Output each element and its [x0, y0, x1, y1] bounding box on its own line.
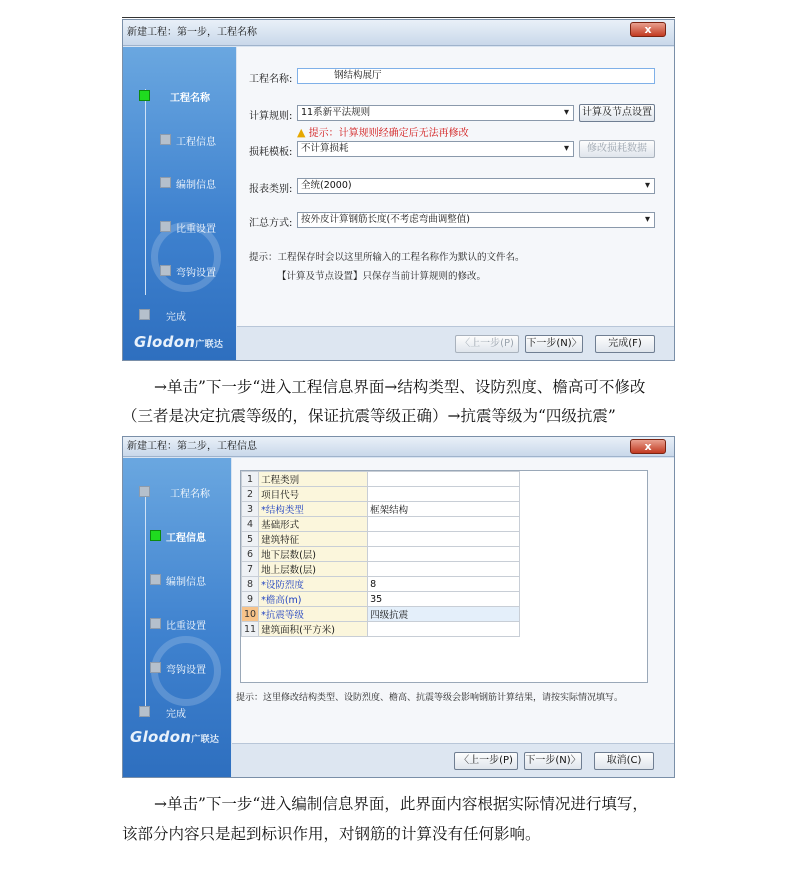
step-tree-line [145, 493, 146, 711]
rule-warning [297, 124, 469, 139]
step-label: 完成 [166, 709, 186, 720]
dialog-title: 新建工程：第一步，工程名称 [127, 27, 257, 38]
property-value[interactable] [368, 622, 520, 637]
step-icon [160, 177, 171, 188]
property-name: 建筑特征 [259, 532, 368, 547]
loss-template-label: 损耗模板: [249, 147, 293, 158]
row-number: 7 [242, 562, 259, 577]
dialog-titlebar [123, 20, 674, 46]
property-name: 基础形式 [259, 517, 368, 532]
wizard-sidebar [123, 458, 231, 777]
row-number: 9 [242, 592, 259, 607]
step-active-icon [150, 530, 161, 541]
row-number: 1 [242, 472, 259, 487]
project-info-grid [240, 470, 648, 683]
cancel-button[interactable]: 取消(C) [594, 752, 654, 770]
wizard-content [237, 47, 674, 360]
step-label: 比重设置 [176, 224, 216, 235]
instruction-line: →单击”下一步“进入工程信息界面→结构类型、设防烈度、檐高可不修改 [154, 378, 646, 396]
step-label: 编制信息 [176, 180, 216, 191]
property-name: *抗震等级 [259, 607, 368, 622]
step-label: 弯钩设置 [166, 665, 206, 676]
property-row[interactable] [242, 622, 520, 637]
property-value[interactable] [368, 532, 520, 547]
calc-rule-select[interactable]: 11系新平法规则 ▾ [297, 105, 574, 121]
property-name: *设防烈度 [259, 577, 368, 592]
property-value[interactable] [368, 472, 520, 487]
step-tree-line [145, 89, 146, 295]
prev-button[interactable]: 〈上一步(P) [455, 335, 519, 353]
property-name: 项目代号 [259, 487, 368, 502]
step-icon [150, 574, 161, 585]
glodon-logo [134, 333, 223, 351]
property-value[interactable] [368, 562, 520, 577]
step-label: 工程信息 [176, 137, 216, 148]
step-icon [139, 486, 150, 497]
property-row[interactable] [242, 502, 520, 517]
row-number: 4 [242, 517, 259, 532]
warning-icon: ▲ [297, 126, 306, 139]
property-value[interactable] [368, 487, 520, 502]
finish-button[interactable]: 完成(F) [595, 335, 655, 353]
rule-warning-text: 提示：计算规则经确定后无法再修改 [308, 128, 469, 139]
logo-text: Glodon [130, 728, 192, 746]
logo-text: Glodon [134, 333, 196, 351]
project-name-label: 工程名称: [249, 74, 293, 85]
step-label: 完成 [166, 312, 186, 323]
wizard-sidebar [123, 47, 236, 360]
property-name: 建筑面积(平方米) [259, 622, 368, 637]
summary-mode-label: 汇总方式: [249, 218, 293, 229]
property-name: 地下层数(层) [259, 547, 368, 562]
new-project-step1-dialog [122, 19, 675, 361]
step-label: 弯钩设置 [176, 268, 216, 279]
step-icon [150, 662, 161, 673]
step-label: 比重设置 [166, 621, 206, 632]
next-button[interactable]: 下一步(N)〉 [524, 752, 582, 770]
logo-cn-text: 广联达 [195, 340, 224, 350]
row-number: 5 [242, 532, 259, 547]
property-name: 地上层数(层) [259, 562, 368, 577]
step-label: 编制信息 [166, 577, 206, 588]
hint-settings: 【计算及节点设置】只保存当前计算规则的修改。 [277, 271, 487, 282]
property-name: 工程类别 [259, 472, 368, 487]
wizard-content [232, 458, 674, 777]
next-button[interactable]: 下一步(N)〉 [525, 335, 583, 353]
property-value[interactable] [368, 547, 520, 562]
property-row[interactable] [242, 562, 520, 577]
property-row[interactable] [242, 607, 520, 622]
property-row[interactable] [242, 487, 520, 502]
property-value[interactable]: 四级抗震 [368, 607, 520, 622]
row-number: 11 [242, 622, 259, 637]
step-label: 工程信息 [166, 533, 206, 544]
row-number: 3 [242, 502, 259, 517]
property-name: *结构类型 [259, 502, 368, 517]
logo-cn-text: 广联达 [191, 735, 220, 745]
dialog-titlebar [123, 437, 674, 457]
step-icon [160, 221, 171, 232]
step-label: 工程名称 [170, 93, 210, 104]
report-type-select[interactable]: 全统(2000) ▾ [297, 178, 655, 194]
prev-button[interactable]: 〈上一步(P) [454, 752, 518, 770]
property-value[interactable] [368, 517, 520, 532]
dialog-title: 新建工程：第二步，工程信息 [127, 441, 257, 452]
page-top-rule [122, 17, 675, 18]
wizard-footer [237, 326, 674, 360]
step-icon [160, 265, 171, 276]
property-value[interactable]: 8 [368, 577, 520, 592]
property-row[interactable] [242, 472, 520, 487]
close-button[interactable]: x [630, 439, 666, 454]
row-number: 6 [242, 547, 259, 562]
step-icon [139, 706, 150, 717]
project-name-input[interactable]: 钢结构展厅 [297, 68, 655, 84]
edit-loss-data-button[interactable]: 修改损耗数据 [579, 140, 655, 158]
row-number: 8 [242, 577, 259, 592]
summary-mode-select[interactable]: 按外皮计算钢筋长度(不考虑弯曲调整值) ▾ [297, 212, 655, 228]
instruction-line: →单击”下一步“进入编制信息界面，此界面内容根据实际情况进行填写， [154, 795, 648, 813]
glodon-logo [130, 728, 219, 746]
row-number: 2 [242, 487, 259, 502]
row-number: 10 [242, 607, 259, 622]
instruction-line: 该部分内容只是起到标识作用，对钢筋的计算没有任何影响。 [122, 825, 541, 843]
property-row[interactable] [242, 592, 520, 607]
step-icon [139, 309, 150, 320]
new-project-step2-dialog [122, 436, 675, 778]
loss-template-select[interactable]: 不计算损耗 ▾ [297, 141, 574, 157]
report-type-label: 报表类别: [249, 184, 293, 195]
instruction-line: （三者是决定抗震等级的，保证抗震等级正确）→抗震等级为“四级抗震” [122, 407, 616, 425]
step-label: 工程名称 [170, 489, 210, 500]
property-row[interactable] [242, 532, 520, 547]
hint-affects-calc: 提示：这里修改结构类型、设防烈度、檐高、抗震等级会影响钢筋计算结果，请按实际情况填写。 [236, 693, 624, 703]
property-value[interactable]: 框架结构 [368, 502, 520, 517]
step-icon [150, 618, 161, 629]
step-active-icon [139, 90, 150, 101]
wizard-footer [232, 743, 674, 777]
property-name: *檐高(m) [259, 592, 368, 607]
hint-filename: 提示：工程保存时会以这里所输入的工程名称作为默认的文件名。 [249, 252, 525, 263]
close-button[interactable]: x [630, 22, 666, 37]
property-row[interactable] [242, 547, 520, 562]
calc-rule-label: 计算规则: [249, 111, 293, 122]
property-row[interactable] [242, 517, 520, 532]
property-value[interactable]: 35 [368, 592, 520, 607]
project-info-table [241, 471, 520, 637]
calc-node-settings-button[interactable]: 计算及节点设置 [579, 104, 655, 122]
property-row[interactable] [242, 577, 520, 592]
step-icon [160, 134, 171, 145]
